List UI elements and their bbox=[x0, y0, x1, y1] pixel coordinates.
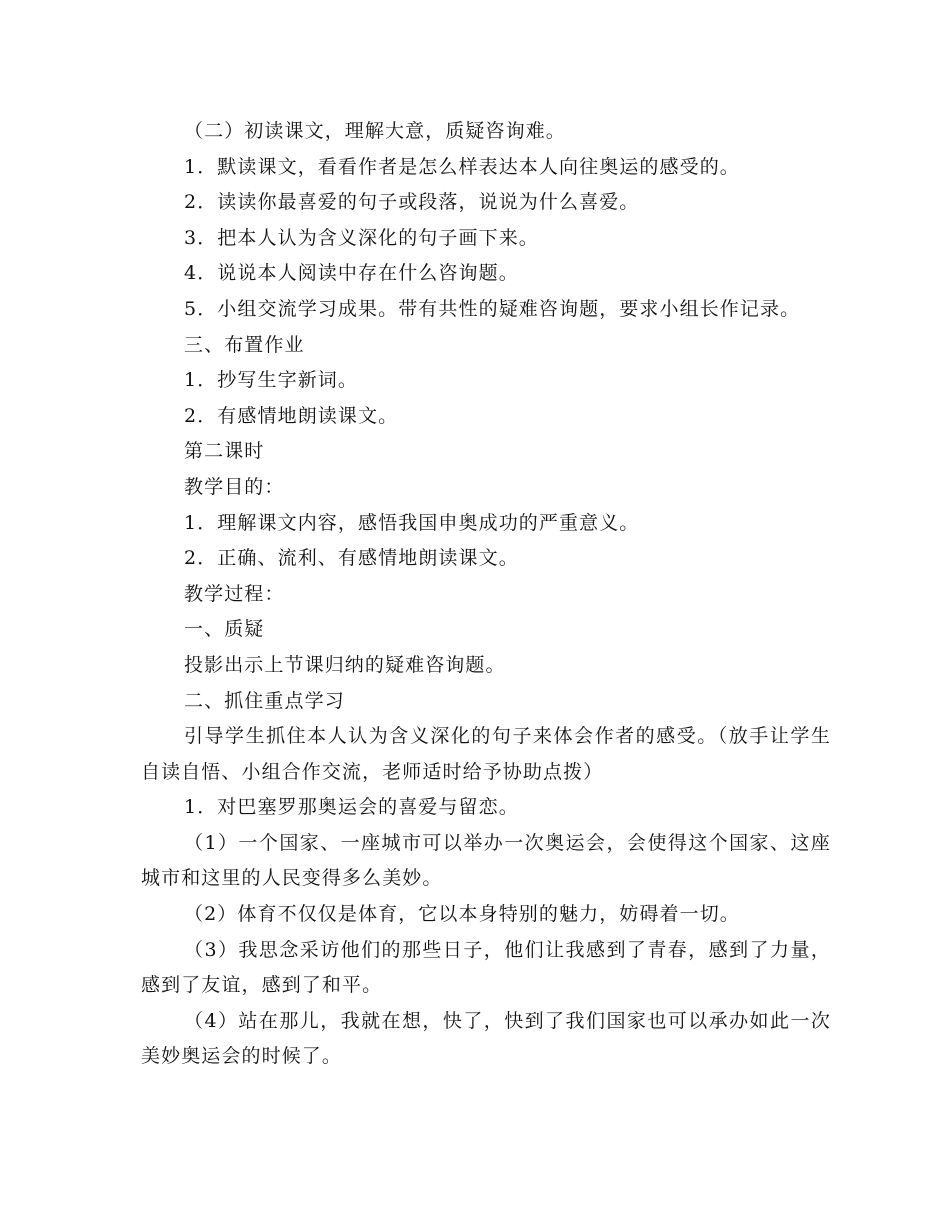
paragraph-list-item: 2．有感情地朗读课文。 bbox=[184, 404, 399, 427]
paragraph-list-item: 2．正确、流利、有感情地朗读课文。 bbox=[184, 547, 519, 570]
paragraph-quote-item: （2）体育不仅仅是体育，它以本身特别的魅力，妨碍着一切。 bbox=[184, 903, 740, 926]
paragraph-section-heading: 三、布置作业 bbox=[184, 333, 305, 356]
paragraph-list-item: 4．说说本人阅读中存在什么咨询题。 bbox=[184, 262, 519, 285]
paragraph-list-item: 1．理解课文内容，感悟我国申奥成功的严重意义。 bbox=[184, 511, 640, 534]
paragraph-section-heading: 二、抓住重点学习 bbox=[184, 689, 345, 712]
paragraph-text: 投影出示上节课归纳的疑难咨询题。 bbox=[184, 653, 506, 676]
paragraph-quote-item: （1）一个国家、一座城市可以举办一次奥运会，会使得这个国家、这座城市和这里的人民变得多么美妙。 bbox=[141, 831, 831, 890]
paragraph-subheading: 教学过程： bbox=[184, 582, 285, 605]
paragraph-list-item: 1．对巴塞罗那奥运会的喜爱与留恋。 bbox=[184, 796, 519, 819]
paragraph-section-heading: （二）初读课文，理解大意，质疑咨询难。 bbox=[184, 120, 566, 142]
paragraph-subheading: 教学目的： bbox=[184, 475, 285, 498]
paragraph-lesson-heading: 第二课时 bbox=[184, 440, 265, 463]
paragraph-list-item: 3．把本人认为含义深化的句子画下来。 bbox=[184, 226, 539, 249]
document-body bbox=[141, 114, 831, 1075]
paragraph-quote-item: （3）我思念采访他们的那些日子，他们让我感到了青春，感到了力量，感到了友谊，感到了和平。 bbox=[141, 938, 831, 997]
paragraph-list-item: 1．抄写生字新词。 bbox=[184, 369, 358, 392]
paragraph-list-item: 2．读读你最喜爱的句子或段落，说说为什么喜爱。 bbox=[184, 191, 640, 214]
paragraph-list-item: 5．小组交流学习成果。带有共性的疑难咨询题，要求小组长作记录。 bbox=[184, 297, 801, 320]
paragraph-section-heading: 一、质疑 bbox=[184, 618, 265, 641]
paragraph-list-item: 1．默读课文，看看作者是怎么样表达本人向往奥运的感受的。 bbox=[184, 155, 740, 178]
paragraph-quote-item: （4）站在那儿，我就在想，快了，快到了我们国家也可以承办如此一次美妙奥运会的时候了。 bbox=[141, 1009, 831, 1068]
paragraph-text: 引导学生抓住本人认为含义深化的句子来体会作者的感受。（放手让学生自读自悟、小组合作交流，老师适时给予协助点拨） bbox=[141, 725, 831, 783]
